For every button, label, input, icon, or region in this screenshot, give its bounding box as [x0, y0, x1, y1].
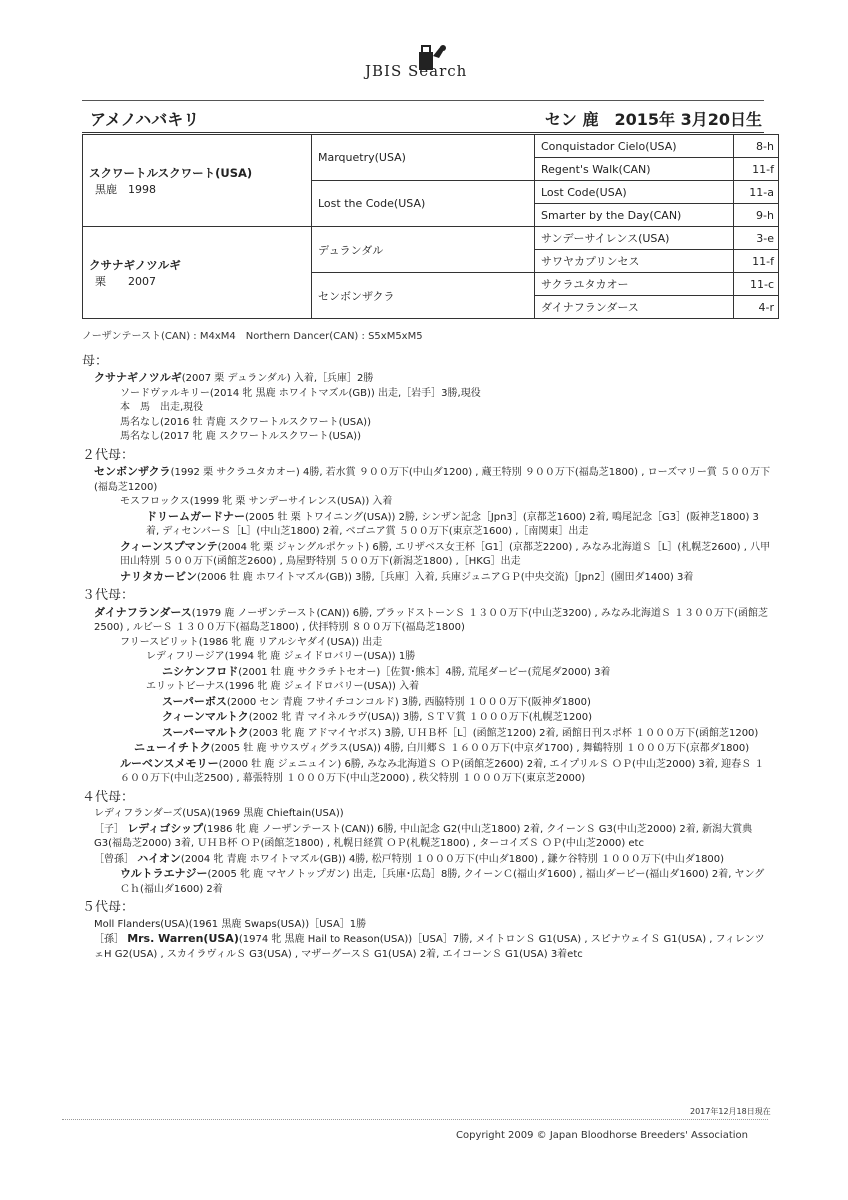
section-g3: ３代母：	[82, 588, 135, 603]
g3-line: スーパーボス(2000 セン 青鹿 フサイチコンコルド) 3勝, 西脇特別 １０００万下(阪神ダ1800)	[162, 694, 591, 708]
footer-divider	[62, 1119, 768, 1120]
header-divider-bottom	[82, 132, 764, 133]
g5-line: ［孫］ Mrs. Warren(USA)(1974 牝 黒鹿 Hail to Reason(USA))［USA］7勝, メイトロンＳ G1(USA) , スピナウェイＳ G1(USA) , フィレンツェH G2(USA) , スカイラヴィルＳ G3(USA) , マザーグースＳ G1(USA) 2着, エイコーンＳ G1(USA) 3着etc	[94, 932, 765, 960]
pedigree-g2-3: センボンザクラ	[312, 273, 535, 319]
pedigree-g3-7: ダイナフランダース	[535, 296, 734, 319]
pedigree-g3-0: Conquistador Cielo(USA)	[535, 135, 734, 158]
logo-text: JBIS Search	[365, 62, 468, 80]
pedigree-g2-1: Lost the Code(USA)	[312, 181, 535, 227]
family-tag: 11-c	[734, 273, 779, 296]
section-g5: ５代母：	[82, 900, 135, 915]
dam-line: 本 馬 出走,現役	[120, 402, 204, 413]
dam-detail: 栗 2007	[95, 274, 156, 288]
g3-line: フリースピリット(1986 牝 鹿 リアルシヤダイ(USA)) 出走	[120, 636, 383, 648]
g3-line: ルーベンスメモリー(2000 牡 鹿 ジェニュイン) 6勝, みなみ北海道Ｓ ＯＰ(函館芝2600) 2着, エイプリルＳ ＯＰ(中山芝2000) 3着, 迎春Ｓ １６００万下(中山芝2500) , 幕張特別 １０００万下(中山芝2000) , 秩父特別 １０００万下(東京芝2000)	[120, 756, 765, 784]
dam-name: クサナギノツルギ	[89, 257, 181, 272]
section-g2: ２代母：	[82, 447, 135, 463]
section-g4: ４代母：	[82, 789, 135, 805]
g3-line: スーパーマルトク(2003 牝 鹿 アドマイヤボス) 3勝, ＵＨＢ杯［L］(函館芝1200) 2着, 函館日刊スポ杯 １０００万下(函館芝1200)	[162, 725, 759, 739]
g5-line: Moll Flanders(USA)(1961 黒鹿 Swaps(USA))［USA］1勝	[94, 918, 367, 930]
copyright: Copyright 2009 © Japan Bloodhorse Breeders' Association	[456, 1130, 748, 1141]
family-tag: 3-e	[734, 227, 779, 250]
pedigree-g3-2: Lost Code(USA)	[535, 181, 734, 204]
header-divider	[82, 100, 764, 101]
g2-line: クィーンスプマンテ(2004 牝 栗 ジャングルポケット) 6勝, エリザベス女王杯［G1］(京都芝2200) , みなみ北海道Ｓ［L］(札幌芝2600) , 八甲田山特別 ５００万下(函館芝2600) , 鳥屋野特別 ５００万下(新潟芝1800) ,［HKG］出走	[120, 539, 771, 567]
dam-line: クサナギノツルギ(2007 栗 デュランダル) 入着,［兵庫］2勝	[94, 371, 374, 384]
family-tag: 11-f	[734, 250, 779, 273]
family-tag: 9-h	[734, 204, 779, 227]
g2-line: モスフロックス(1999 牝 栗 サンデーサイレンス(USA)) 入着	[120, 496, 393, 507]
horse-info: セン 鹿 2015年 3月20日生	[544, 110, 762, 129]
g4-line: ［曾孫］ ハイオン(2004 牝 青鹿 ホワイトマズル(GB)) 4勝, 松戸特別 １０００万下(中山ダ1800) , 鎌ケ谷特別 １０００万下(中山ダ1800)	[94, 851, 725, 865]
pedigree-dam	[83, 227, 312, 319]
pedigree-sire	[83, 135, 312, 227]
pedigree-g3-6: サクラユタカオー	[535, 273, 734, 296]
sire-detail: 黒鹿 1998	[95, 182, 156, 196]
family-tag: 8-h	[734, 135, 779, 158]
horse-header	[90, 107, 762, 131]
g3-line: エリットビーナス(1996 牝 鹿 ジェイドロバリー(USA)) 入着	[146, 681, 420, 692]
dam-line: ソードヴァルキリー(2014 牝 黒鹿 ホワイトマズル(GB)) 出走,［岩手］3勝,現役	[120, 387, 481, 399]
family-tag: 4-r	[734, 296, 779, 319]
dam-line: 馬名なし(2016 牡 青鹿 スクワートルスクワート(USA))	[120, 416, 371, 428]
section-dam: 母：	[82, 353, 109, 369]
pedigree-g3-1: Regent's Walk(CAN)	[535, 158, 734, 181]
inbreeding-note: ノーザンテースト(CAN) : M4xM4 Northern Dancer(CAN) : S5xM5xM5	[82, 331, 423, 342]
pedigree-g2-2: デュランダル	[312, 227, 535, 273]
g4-line: ［子］ レディゴシップ(1986 牝 鹿 ノーザンテースト(CAN)) 6勝, 中山記念 G2(中山芝1800) 2着, クイーンＳ G3(中山芝2000) 2着, 新潟大賞典 G3(福島芝2000) 3着, ＵＨＢ杯 ＯＰ(函館芝1800) , 札幌日経賞 ＯＰ(札幌芝1800) , ターコイズＳ ＯＰ(中山芝2000) etc	[94, 821, 753, 849]
g3-line: ダイナフランダース(1979 鹿 ノーザンテースト(CAN)) 6勝, ブラッドストーンＳ １３００万下(中山芝3200) , みなみ北海道Ｓ １３００万下(函館芝2500) , ルビーＳ １３００万下(福島芝1800) , 伏拝特別 ８００万下(福島芝1800)	[94, 605, 768, 633]
pedigree-g3-5: サワヤカプリンセス	[535, 250, 734, 273]
g3-line: ニューイチトク(2005 牡 鹿 サウスヴィグラス(USA)) 4勝, 白川郷Ｓ １６００万下(中京ダ1700) , 舞鶴特別 １０００万下(京都ダ1800)	[134, 741, 750, 754]
family-tag: 11-f	[734, 158, 779, 181]
dam-line: 馬名なし(2017 牝 鹿 スクワートルスクワート(USA))	[120, 431, 361, 442]
family-record	[82, 330, 772, 962]
date-stamp: 2017年12月18日現在	[690, 1107, 771, 1116]
pedigree-g3-4: サンデーサイレンス(USA)	[535, 227, 734, 250]
g2-line: ナリタカービン(2006 牡 鹿 ホワイトマズル(GB)) 3勝,［兵庫］入着, 兵庫ジュニアＧＰ(中央交流)［Jpn2］(園田ダ1400) 3着	[120, 569, 694, 583]
pedigree-g2-0: Marquetry(USA)	[312, 135, 535, 181]
family-tag: 11-a	[734, 181, 779, 204]
g2-line: ドリームガードナー(2005 牡 栗 トワイニング(USA)) 2勝, シンザン記念［Jpn3］(京都芝1600) 2着, 鳴尾記念［G3］(阪神芝1800) 3着, ディセンバーＳ［L］(中山芝1800) 2着, ベゴニア賞 ５００万下(東京芝1600) ,［南関東］出走	[146, 509, 759, 537]
pedigree-g3-3: Smarter by the Day(CAN)	[535, 204, 734, 227]
g4-line: レディフランダーズ(USA)(1969 黒鹿 Chieftain(USA))	[94, 808, 344, 819]
jbis-logo	[365, 40, 495, 85]
g3-line: ニシケンフロド(2001 牡 鹿 サクラチトセオー)［佐賀･熊本］4勝, 荒尾ダービー(荒尾ダ2000) 3着	[162, 664, 611, 678]
pedigree-table	[82, 134, 779, 319]
g3-line: クィーンマルトク(2002 牝 青 マイネルラヴ(USA)) 3勝, ＳＴＶ賞 １０００万下(札幌芝1200)	[162, 710, 593, 723]
g2-line: センボンザクラ(1992 栗 サクラユタカオー) 4勝, 若水賞 ９００万下(中山ダ1200) , 蔵王特別 ９００万下(福島芝1800) , ローズマリー賞 ５００万下(福島芝1200)	[94, 465, 771, 493]
sire-name: スクワートルスクワート(USA)	[89, 165, 253, 180]
horse-name: アメノハバキリ	[90, 110, 200, 129]
g4-line: ウルトラエナジー(2005 牝 鹿 マヤノトップガン) 出走,［兵庫･広島］8勝, クイーンＣ(福山ダ1600) , 福山ダービー(福山ダ1600) 2着, ヤングＣｈ(福山ダ1600) 2着	[120, 867, 765, 895]
g3-line: レディフリージア(1994 牝 鹿 ジェイドロバリー(USA)) 1勝	[146, 651, 416, 662]
